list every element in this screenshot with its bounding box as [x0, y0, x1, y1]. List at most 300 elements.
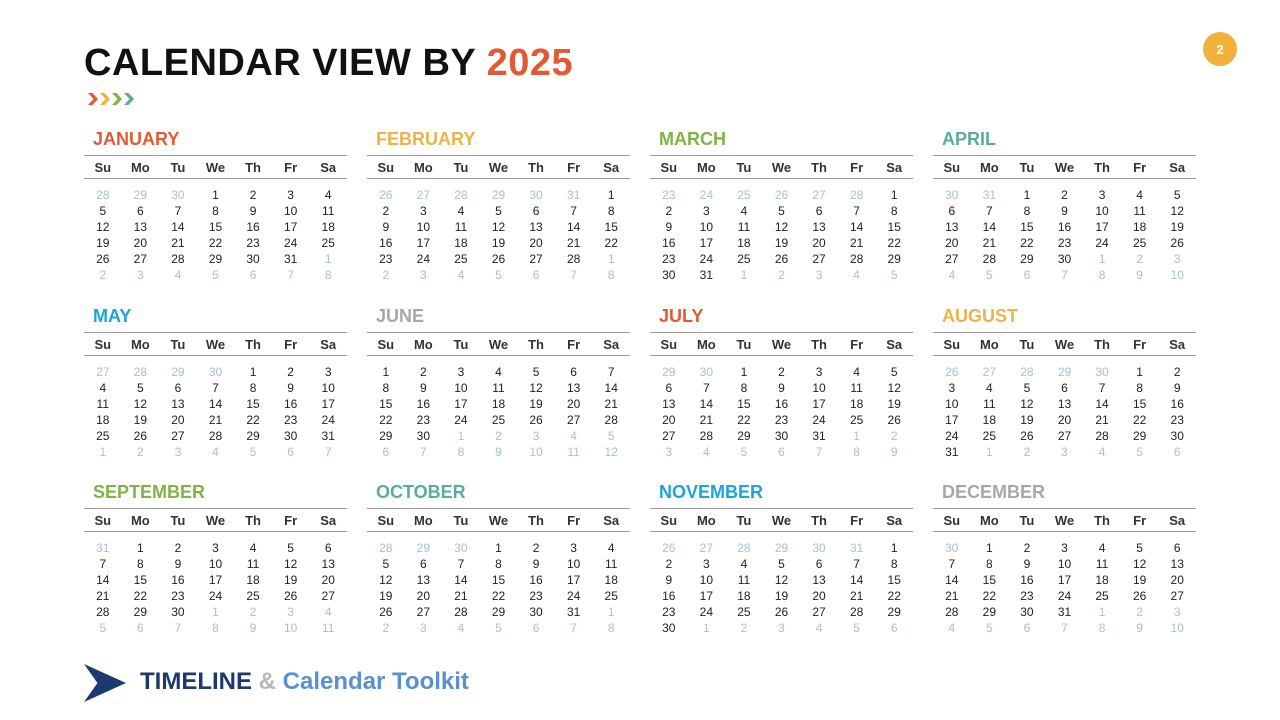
day-cell: 6	[665, 381, 673, 395]
day-cell: 19	[529, 397, 543, 411]
day-cell: 1	[890, 541, 898, 555]
footer-brand-timeline: TIMELINE	[140, 668, 252, 695]
day-cell: 19	[133, 413, 148, 427]
day-cell: 31	[1057, 605, 1072, 619]
adjacent-month-day: 27	[812, 188, 826, 202]
adjacent-month-day: 11	[567, 445, 580, 459]
day-cell: 25	[604, 589, 618, 603]
day-cell: 16	[416, 397, 431, 411]
day-cell: 14	[849, 220, 864, 234]
day-cell: 3	[948, 381, 956, 395]
day-cell: 6	[815, 557, 823, 571]
day-cell: 4	[986, 381, 993, 395]
adjacent-month-day: 2	[495, 429, 502, 443]
weekday-label: Fr	[850, 159, 864, 175]
adjacent-month-day: 31	[982, 188, 997, 202]
weekday-label: Th	[811, 336, 827, 352]
weekday-label: Tu	[453, 336, 469, 352]
day-cell: 21	[849, 236, 864, 250]
adjacent-month-day: 4	[324, 605, 332, 619]
day-cell: 9	[778, 381, 785, 395]
day-cell: 30	[1057, 252, 1072, 266]
day-cell: 24	[699, 605, 714, 619]
weekday-label: Tu	[736, 159, 752, 175]
day-cell: 22	[491, 589, 506, 603]
day-cell: 29	[208, 252, 223, 266]
adjacent-month-day: 3	[420, 268, 427, 282]
adjacent-month-day: 4	[212, 445, 219, 459]
day-cell: 14	[1095, 397, 1109, 411]
adjacent-month-day: 2	[1023, 445, 1031, 459]
day-cell: 23	[283, 413, 298, 427]
day-cell: 7	[853, 557, 860, 571]
month-june	[367, 305, 630, 460]
day-cell: 29	[737, 429, 751, 443]
day-cell: 16	[379, 236, 393, 250]
day-cell: 5	[1136, 541, 1143, 555]
day-cell: 15	[208, 220, 223, 234]
day-cell: 12	[133, 397, 148, 411]
adjacent-month-day: 5	[986, 621, 993, 635]
adjacent-month-day: 1	[607, 252, 615, 266]
day-cell: 14	[171, 220, 185, 234]
day-cell: 5	[778, 557, 785, 571]
day-cell: 18	[454, 236, 468, 250]
day-cell: 29	[887, 252, 901, 266]
day-cell: 11	[1133, 204, 1146, 218]
day-cell: 28	[208, 429, 223, 443]
weekday-header	[650, 155, 913, 179]
month-name: JANUARY	[93, 129, 180, 149]
adjacent-month-day: 5	[607, 429, 615, 443]
day-cell: 27	[529, 252, 543, 266]
day-cell: 21	[566, 236, 581, 250]
adjacent-month-day: 3	[532, 429, 540, 443]
day-cell: 2	[249, 188, 257, 202]
weekday-label: We	[1054, 512, 1075, 528]
month-november	[650, 481, 913, 636]
weekday-label: We	[488, 159, 509, 175]
weekday-label: Sa	[1169, 336, 1186, 352]
day-cell: 19	[283, 573, 298, 587]
month-name: JULY	[659, 306, 704, 326]
adjacent-month-day: 9	[890, 445, 898, 459]
day-cell: 10	[416, 220, 431, 234]
adjacent-month-day: 4	[948, 268, 956, 282]
day-cell: 16	[662, 236, 676, 250]
day-grid	[84, 540, 347, 636]
day-cell: 24	[1095, 236, 1109, 250]
adjacent-month-day: 30	[945, 188, 959, 202]
adjacent-month-day: 26	[379, 188, 393, 202]
chevron-icon	[112, 93, 122, 105]
weekday-label: Fr	[567, 512, 581, 528]
weekday-label: Su	[660, 512, 678, 528]
day-cell: 12	[491, 220, 506, 234]
day-cell: 11	[604, 557, 618, 571]
day-grid	[933, 540, 1196, 636]
adjacent-month-day: 2	[249, 605, 257, 619]
day-cell: 11	[96, 397, 110, 411]
weekday-label: Fr	[567, 159, 581, 175]
adjacent-month-day: 1	[986, 445, 993, 459]
day-cell: 1	[382, 365, 390, 379]
day-cell: 7	[703, 381, 710, 395]
adjacent-month-day: 3	[1173, 605, 1181, 619]
day-cell: 4	[457, 204, 465, 218]
adjacent-month-day: 26	[945, 365, 959, 379]
day-cell: 25	[849, 413, 864, 427]
day-cell: 17	[566, 573, 581, 587]
day-cell: 14	[849, 573, 864, 587]
day-cell: 5	[532, 365, 540, 379]
day-cell: 24	[945, 429, 959, 443]
adjacent-month-day: 7	[420, 445, 427, 459]
day-grid	[84, 364, 347, 460]
day-cell: 12	[379, 573, 393, 587]
day-cell: 19	[1020, 413, 1034, 427]
weekday-label: Th	[528, 336, 544, 352]
weekday-label: Fr	[850, 512, 864, 528]
adjacent-month-day: 5	[495, 268, 502, 282]
adjacent-month-day: 7	[570, 268, 577, 282]
day-cell: 22	[982, 589, 997, 603]
day-cell: 13	[812, 220, 826, 234]
day-cell: 27	[566, 413, 581, 427]
weekday-label: Su	[943, 336, 961, 352]
day-cell: 27	[1057, 429, 1072, 443]
day-cell: 25	[96, 429, 110, 443]
weekday-label: Su	[660, 159, 678, 175]
day-cell: 6	[137, 204, 144, 218]
adjacent-month-day: 27	[96, 365, 110, 379]
adjacent-month-day: 1	[853, 429, 860, 443]
weekday-label: Th	[245, 336, 261, 352]
adjacent-month-day: 8	[457, 445, 465, 459]
day-cell: 17	[812, 397, 826, 411]
adjacent-month-day: 30	[1095, 365, 1109, 379]
day-cell: 23	[1170, 413, 1184, 427]
day-cell: 8	[607, 204, 615, 218]
adjacent-month-day: 6	[382, 445, 390, 459]
day-cell: 12	[283, 557, 298, 571]
day-cell: 17	[1095, 220, 1109, 234]
adjacent-month-day: 31	[849, 541, 864, 555]
day-cell: 24	[283, 236, 298, 250]
day-cell: 17	[699, 589, 714, 603]
adjacent-month-day: 7	[1061, 621, 1068, 635]
day-cell: 6	[174, 381, 182, 395]
day-grid	[367, 364, 630, 460]
day-cell: 29	[887, 605, 901, 619]
month-name: SEPTEMBER	[93, 482, 206, 502]
adjacent-month-day: 11	[321, 621, 335, 635]
day-cell: 20	[171, 413, 185, 427]
adjacent-month-day: 4	[174, 268, 182, 282]
day-cell: 15	[737, 397, 751, 411]
weekday-label: Tu	[453, 159, 469, 175]
day-cell: 5	[99, 204, 107, 218]
month-may	[84, 305, 347, 460]
footer-brand	[140, 668, 469, 696]
weekday-label: Su	[377, 336, 395, 352]
day-cell: 31	[812, 429, 826, 443]
weekday-header	[84, 155, 347, 179]
adjacent-month-day: 9	[249, 621, 257, 635]
weekday-label: Fr	[1133, 512, 1147, 528]
day-cell: 12	[1020, 397, 1034, 411]
page-number-badge: 2	[1203, 32, 1237, 66]
day-cell: 7	[853, 204, 860, 218]
day-cell: 5	[890, 365, 898, 379]
day-cell: 10	[208, 557, 223, 571]
day-cell: 18	[737, 236, 751, 250]
weekday-label: Tu	[170, 336, 186, 352]
day-cell: 15	[491, 573, 506, 587]
day-cell: 13	[529, 220, 543, 234]
day-cell: 26	[491, 252, 506, 266]
month-name: DECEMBER	[942, 482, 1046, 502]
weekday-label: Su	[377, 512, 395, 528]
month-name: NOVEMBER	[659, 482, 764, 502]
day-cell: 23	[662, 605, 676, 619]
day-cell: 1	[249, 365, 257, 379]
day-cell: 18	[982, 413, 997, 427]
adjacent-month-day: 1	[1098, 252, 1106, 266]
day-cell: 26	[283, 589, 298, 603]
day-cell: 27	[171, 429, 185, 443]
day-cell: 22	[1020, 236, 1034, 250]
day-grid	[650, 364, 913, 460]
day-cell: 29	[1020, 252, 1034, 266]
day-cell: 23	[416, 413, 431, 427]
adjacent-month-day: 6	[249, 268, 257, 282]
weekday-label: Su	[943, 512, 961, 528]
day-cell: 24	[699, 252, 714, 266]
chevron-icon	[124, 93, 134, 105]
adjacent-month-day: 7	[287, 268, 294, 282]
day-cell: 31	[945, 445, 959, 459]
day-cell: 3	[1061, 541, 1068, 555]
day-cell: 26	[529, 413, 543, 427]
adjacent-month-day: 3	[778, 621, 785, 635]
day-cell: 10	[566, 557, 581, 571]
day-cell: 20	[133, 236, 148, 250]
day-cell: 7	[457, 557, 465, 571]
day-cell: 1	[607, 188, 615, 202]
day-cell: 28	[171, 252, 185, 266]
adjacent-month-day: 6	[137, 621, 144, 635]
page-title-year: 2025	[486, 42, 574, 84]
day-cell: 4	[740, 557, 748, 571]
day-cell: 19	[491, 236, 506, 250]
day-cell: 28	[699, 429, 714, 443]
chevron-icon	[88, 93, 98, 105]
day-cell: 23	[379, 252, 393, 266]
day-cell: 1	[212, 188, 219, 202]
weekday-label: Su	[94, 159, 112, 175]
day-cell: 22	[887, 589, 901, 603]
adjacent-month-day: 10	[529, 445, 543, 459]
adjacent-month-day: 8	[324, 268, 332, 282]
day-cell: 19	[379, 589, 393, 603]
day-cell: 3	[570, 541, 577, 555]
day-cell: 22	[208, 236, 223, 250]
day-cell: 6	[1061, 381, 1068, 395]
day-cell: 17	[699, 236, 714, 250]
weekday-header	[650, 332, 913, 356]
weekday-label: Fr	[850, 336, 864, 352]
weekday-label: Mo	[130, 159, 150, 175]
month-september	[84, 481, 347, 636]
adjacent-month-day: 3	[137, 268, 144, 282]
month-august	[933, 305, 1196, 460]
day-cell: 29	[379, 429, 393, 443]
day-cell: 2	[382, 204, 390, 218]
day-cell: 13	[1057, 397, 1072, 411]
day-cell: 27	[1170, 589, 1184, 603]
month-name: AUGUST	[942, 306, 1018, 326]
day-cell: 25	[246, 589, 260, 603]
page-title-text: CALENDAR VIEW BY	[84, 42, 487, 84]
day-cell: 6	[570, 365, 577, 379]
day-grid	[367, 187, 630, 283]
adjacent-month-day: 29	[416, 541, 431, 555]
day-cell: 29	[982, 605, 997, 619]
adjacent-month-day: 3	[287, 605, 294, 619]
adjacent-month-day: 8	[853, 445, 860, 459]
chevron-decoration	[88, 93, 134, 105]
day-cell: 16	[283, 397, 298, 411]
day-grid	[84, 187, 347, 283]
adjacent-month-day: 8	[1098, 268, 1106, 282]
adjacent-month-day: 7	[1061, 268, 1068, 282]
day-cell: 27	[812, 252, 826, 266]
day-cell: 8	[249, 381, 257, 395]
day-cell: 28	[849, 605, 864, 619]
adjacent-month-day: 2	[382, 621, 390, 635]
weekday-label: Mo	[979, 512, 999, 528]
day-cell: 13	[416, 573, 431, 587]
adjacent-month-day: 1	[99, 445, 107, 459]
day-cell: 31	[699, 268, 714, 282]
day-cell: 18	[491, 397, 506, 411]
day-cell: 4	[249, 541, 257, 555]
adjacent-month-day: 10	[1170, 621, 1184, 635]
month-name: OCTOBER	[376, 482, 466, 502]
chevron-icon	[100, 93, 110, 105]
adjacent-month-day: 30	[945, 541, 959, 555]
day-cell: 13	[1170, 557, 1184, 571]
day-cell: 29	[491, 605, 506, 619]
weekday-label: Sa	[1169, 159, 1186, 175]
adjacent-month-day: 28	[454, 188, 468, 202]
day-cell: 2	[1173, 365, 1181, 379]
day-cell: 20	[1170, 573, 1184, 587]
weekday-label: Tu	[1019, 512, 1035, 528]
day-cell: 27	[662, 429, 676, 443]
day-cell: 1	[495, 541, 502, 555]
day-cell: 5	[287, 541, 294, 555]
adjacent-month-day: 3	[665, 445, 673, 459]
day-cell: 10	[699, 573, 714, 587]
day-cell: 11	[1095, 557, 1109, 571]
day-cell: 16	[1020, 573, 1034, 587]
day-cell: 22	[246, 413, 260, 427]
month-name: JUNE	[376, 306, 425, 326]
day-cell: 1	[986, 541, 993, 555]
weekday-label: Tu	[170, 159, 186, 175]
day-cell: 31	[566, 605, 581, 619]
page-title	[84, 42, 573, 85]
day-cell: 16	[1170, 397, 1184, 411]
day-cell: 8	[382, 381, 390, 395]
day-cell: 22	[887, 236, 901, 250]
adjacent-month-day: 30	[529, 188, 543, 202]
weekday-label: Sa	[320, 336, 337, 352]
day-cell: 17	[283, 220, 298, 234]
day-cell: 22	[379, 413, 393, 427]
adjacent-month-day: 9	[495, 445, 502, 459]
adjacent-month-day: 2	[890, 429, 898, 443]
weekday-label: Mo	[696, 159, 716, 175]
adjacent-month-day: 6	[890, 621, 898, 635]
adjacent-month-day: 26	[774, 188, 789, 202]
adjacent-month-day: 6	[778, 445, 785, 459]
weekday-label: Th	[811, 512, 827, 528]
day-cell: 26	[887, 413, 901, 427]
footer-brand-amp: &	[252, 668, 283, 695]
weekday-label: Mo	[130, 336, 150, 352]
day-cell: 23	[246, 236, 260, 250]
day-cell: 21	[1095, 413, 1109, 427]
day-cell: 30	[283, 429, 298, 443]
day-cell: 15	[887, 573, 901, 587]
day-cell: 6	[1173, 541, 1181, 555]
day-cell: 21	[604, 397, 618, 411]
adjacent-month-day: 1	[457, 429, 465, 443]
day-cell: 31	[283, 252, 298, 266]
adjacent-month-day: 29	[171, 365, 185, 379]
weekday-label: We	[205, 512, 226, 528]
day-cell: 7	[174, 204, 182, 218]
adjacent-month-day: 6	[1023, 621, 1031, 635]
day-cell: 24	[454, 413, 468, 427]
day-cell: 26	[1020, 429, 1034, 443]
adjacent-month-day: 1	[324, 252, 332, 266]
weekday-label: Su	[94, 512, 112, 528]
day-cell: 19	[96, 236, 110, 250]
adjacent-month-day: 1	[703, 621, 710, 635]
day-cell: 16	[662, 589, 676, 603]
weekday-label: Sa	[886, 512, 903, 528]
day-grid	[650, 540, 913, 636]
day-cell: 25	[1132, 236, 1147, 250]
day-cell: 19	[887, 397, 901, 411]
day-cell: 18	[1095, 573, 1109, 587]
adjacent-month-day: 7	[324, 445, 332, 459]
adjacent-month-day: 29	[662, 365, 676, 379]
day-cell: 10	[454, 381, 468, 395]
day-cell: 3	[1098, 188, 1106, 202]
day-cell: 26	[1170, 236, 1184, 250]
day-cell: 5	[137, 381, 144, 395]
adjacent-month-day: 28	[849, 188, 864, 202]
day-cell: 8	[740, 381, 748, 395]
day-cell: 20	[566, 397, 581, 411]
day-cell: 10	[1095, 204, 1109, 218]
adjacent-month-day: 27	[416, 188, 431, 202]
